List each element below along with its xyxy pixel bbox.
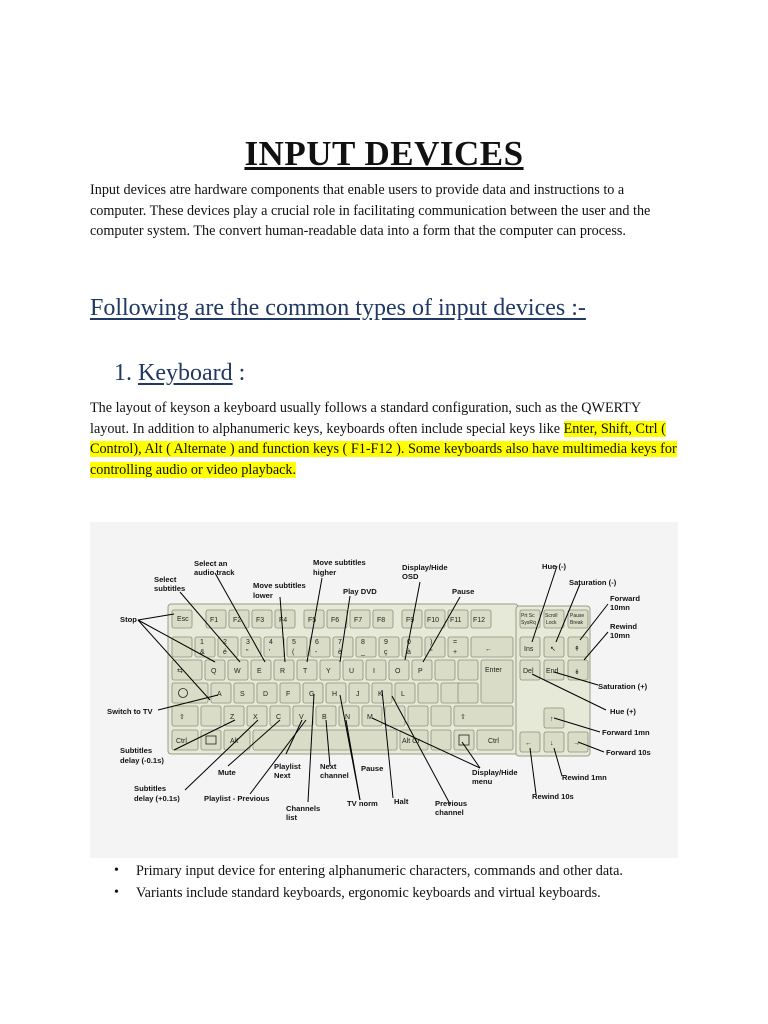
menu-key bbox=[454, 730, 474, 750]
key-3-label: 3 bbox=[246, 639, 250, 646]
scroll-label: Scroll bbox=[545, 613, 558, 619]
key-e-label: E bbox=[257, 668, 262, 675]
keyboard-paragraph bbox=[90, 398, 680, 481]
pgup-arrow: ↟ bbox=[574, 646, 580, 653]
key-g-label: G bbox=[309, 691, 315, 698]
callout-switch-tv: Switch to TV bbox=[107, 707, 153, 716]
callout-subtitles-minus-2: delay (-0.1s) bbox=[120, 756, 164, 765]
key-u-label: U bbox=[349, 668, 355, 675]
key-9-sym: ç bbox=[384, 649, 388, 656]
callout-select-subtitles-2: subtitles bbox=[154, 584, 186, 593]
arrow-down-icon: ↓ bbox=[550, 740, 554, 747]
callout-move-higher-1: Move subtitles bbox=[313, 558, 366, 567]
key-y-label: Y bbox=[326, 668, 331, 675]
bullet-item: • Primary input device for entering alphanumeric characters, commands and other data. bbox=[112, 860, 623, 882]
key-z-label: Z bbox=[230, 714, 235, 721]
key-dollar bbox=[458, 660, 478, 680]
callout-subtitles-plus-2: delay (+0.1s) bbox=[134, 794, 180, 803]
sysrq-label: SysRq bbox=[521, 620, 536, 626]
prtsc-label: Prt Sc bbox=[521, 613, 535, 619]
key-p-label: P bbox=[418, 668, 423, 675]
key-4-sym: ' bbox=[269, 649, 271, 656]
key-equals-label: = bbox=[453, 639, 458, 646]
key-a-label: A bbox=[217, 691, 222, 698]
backspace-arrow: ← bbox=[485, 646, 492, 653]
key-x-label: X bbox=[253, 714, 258, 721]
callout-pause-bottom: Pause bbox=[361, 764, 384, 773]
key-equals bbox=[448, 637, 468, 657]
callout-forward-1mn: Forward 1mn bbox=[602, 728, 650, 737]
f10-label: F10 bbox=[427, 617, 440, 624]
key-5 bbox=[287, 637, 307, 657]
key-i-label: I bbox=[373, 668, 375, 675]
key-l-label: L bbox=[401, 691, 405, 698]
key-m-label: M bbox=[367, 714, 373, 721]
key-3 bbox=[241, 637, 261, 657]
key-n-label: N bbox=[345, 714, 351, 721]
key-0-sym: à bbox=[407, 649, 411, 656]
callout-saturation-minus: Saturation (-) bbox=[569, 578, 617, 587]
callout-next-channel-2: channel bbox=[320, 771, 349, 780]
key-mu bbox=[458, 683, 478, 703]
bullet-item: • Variants include standard keyboards, ergonomic keyboards and virtual keyboards. bbox=[112, 882, 623, 904]
key-d-label: D bbox=[263, 691, 269, 698]
f5-label: F5 bbox=[308, 617, 317, 624]
alt-key-label: Alt bbox=[230, 738, 239, 745]
altgr-key-label: Alt Gr bbox=[402, 738, 420, 745]
backspace-key bbox=[471, 637, 513, 657]
key-w-label: W bbox=[234, 668, 241, 675]
shift-left-key bbox=[172, 706, 198, 726]
esc-key-label: Esc bbox=[177, 616, 189, 623]
key-1-label: 1 bbox=[200, 639, 204, 646]
callout-tv-norm: TV norm bbox=[347, 799, 378, 808]
callout-halt: Halt bbox=[394, 797, 409, 806]
key-m-fr bbox=[418, 683, 438, 703]
callout-rewind-1mn: Rewind 1mn bbox=[562, 773, 607, 782]
key-8-sym: _ bbox=[361, 649, 365, 656]
key-i bbox=[366, 660, 386, 680]
callout-forward-10mn-1: Forward bbox=[610, 594, 640, 603]
del-key-label: Del bbox=[523, 668, 534, 675]
key-semicolon bbox=[408, 706, 428, 726]
home-arrow: ↖ bbox=[550, 646, 556, 653]
f1-label: F1 bbox=[210, 617, 219, 624]
key-8-label: 8 bbox=[361, 639, 365, 646]
keyboard-bullet-list bbox=[112, 860, 623, 904]
callout-pause-top: Pause bbox=[452, 587, 475, 596]
heading-colon: : bbox=[232, 360, 246, 386]
shift-left-arrow: ⇧ bbox=[179, 714, 185, 721]
key-bracket bbox=[435, 660, 455, 680]
key-0 bbox=[402, 637, 422, 657]
callout-rewind-10s: Rewind 10s bbox=[532, 792, 574, 801]
key-3-sym: " bbox=[246, 649, 249, 656]
callout-move-higher-2: higher bbox=[313, 568, 337, 577]
ctrl-right-label: Ctrl bbox=[488, 738, 499, 745]
key-s-label: S bbox=[240, 691, 245, 698]
callout-playlist-next-1: Playlist bbox=[274, 762, 301, 771]
key-b-label: B bbox=[322, 714, 327, 721]
key-t-label: T bbox=[303, 668, 308, 675]
key-0-label: 0 bbox=[407, 639, 411, 646]
shift-right-arrow: ⇧ bbox=[460, 714, 466, 721]
callout-hue-minus: Hue (-) bbox=[542, 562, 567, 571]
arrow-up-icon: ↑ bbox=[550, 716, 554, 723]
key-2-label: 2 bbox=[223, 639, 227, 646]
callout-forward-10s: Forward 10s bbox=[606, 748, 651, 757]
arrow-left-icon: ← bbox=[525, 740, 532, 747]
key-9-label: 9 bbox=[384, 639, 388, 646]
callout-display-osd-1: Display/Hide bbox=[402, 563, 448, 572]
f2-label: F2 bbox=[233, 617, 242, 624]
callout-playlist-next-2: Next bbox=[274, 771, 291, 780]
keyboard-diagram bbox=[90, 522, 678, 858]
lock-label: Lock bbox=[546, 620, 557, 626]
key-q-label: Q bbox=[211, 668, 217, 675]
arrow-right-icon: → bbox=[573, 740, 580, 747]
key-5-label: 5 bbox=[292, 639, 296, 646]
callout-channels-list-2: list bbox=[286, 813, 297, 822]
ctrl-left-label: Ctrl bbox=[176, 738, 187, 745]
end-key-label: End bbox=[546, 668, 559, 675]
key-o-label: O bbox=[395, 668, 401, 675]
pgdn-arrow: ↡ bbox=[574, 669, 580, 676]
callout-next-channel-1: Next bbox=[320, 762, 337, 771]
key-j-label: J bbox=[356, 691, 360, 698]
callout-previous-channel-1: Previous bbox=[435, 799, 468, 808]
windows-key bbox=[201, 730, 221, 750]
callout-display-menu-1: Display/Hide bbox=[472, 768, 518, 777]
section-subheading: Following are the common types of input devices :- bbox=[90, 295, 586, 321]
callout-forward-10mn-2: 10mn bbox=[610, 603, 630, 612]
function-row bbox=[172, 610, 491, 628]
key-k-label: K bbox=[378, 691, 383, 698]
key-5-sym: ( bbox=[292, 649, 295, 656]
page-title: INPUT DEVICES bbox=[244, 134, 524, 173]
callout-stop: Stop bbox=[120, 615, 137, 624]
f6-label: F6 bbox=[331, 617, 340, 624]
paragraph-plain-text: The layout of keyson a keyboard usually follows a standard configuration, such as the QWERTY layout. In addition to alphanumeric keys, keyboards often include special keys like bbox=[90, 400, 641, 437]
f3-label: F3 bbox=[256, 617, 265, 624]
key-paren-sym: ° bbox=[430, 649, 433, 656]
callout-select-audio-1: Select an bbox=[194, 559, 228, 568]
key-1 bbox=[195, 637, 215, 657]
f7-label: F7 bbox=[354, 617, 363, 624]
f12-label: F12 bbox=[473, 617, 486, 624]
space-bar bbox=[253, 730, 397, 750]
key-4 bbox=[264, 637, 284, 657]
key-f-label: F bbox=[286, 691, 291, 698]
key-lt bbox=[201, 706, 221, 726]
callout-select-audio-2: audio track bbox=[194, 568, 235, 577]
key-8 bbox=[356, 637, 376, 657]
callout-subtitles-plus-1: Subtitles bbox=[134, 784, 167, 793]
nav-top-keys bbox=[520, 610, 588, 628]
enter-key-label: Enter bbox=[485, 667, 502, 674]
highlighted-text: Enter, Shift, Ctrl ( Control), Alt ( Alternate ) and function keys ( F1-F12 ). Some keyboards also have multimedia keys for controlling audio or video playback. bbox=[90, 420, 677, 479]
f4-label: F4 bbox=[279, 617, 288, 624]
f9-label: F9 bbox=[406, 617, 415, 624]
break-label: Break bbox=[570, 620, 584, 626]
caps-lock-key bbox=[172, 683, 208, 703]
key-2-sym: é bbox=[223, 649, 227, 656]
key-4-label: 4 bbox=[269, 639, 273, 646]
f8-label: F8 bbox=[377, 617, 386, 624]
tab-arrow: ⇆ bbox=[177, 668, 183, 675]
key-v-label: V bbox=[299, 714, 304, 721]
callout-rewind-10mn-1: Rewind bbox=[610, 622, 638, 631]
callout-move-lower-1: Move subtitles bbox=[253, 581, 306, 590]
list-number: 1. bbox=[114, 360, 132, 386]
key-colon bbox=[431, 706, 451, 726]
key-l bbox=[395, 683, 415, 703]
pause-key-label: Pause bbox=[570, 613, 585, 619]
key-6-label: 6 bbox=[315, 639, 319, 646]
callout-mute: Mute bbox=[218, 768, 236, 777]
key-7-label: 7 bbox=[338, 639, 342, 646]
callout-play-dvd: Play DVD bbox=[343, 587, 377, 596]
key-comma bbox=[385, 706, 405, 726]
key-c-label: C bbox=[276, 714, 282, 721]
keyboard-heading bbox=[114, 360, 245, 387]
key-paren-label: ) bbox=[430, 639, 433, 646]
key-7-sym: è bbox=[338, 649, 342, 656]
ins-key-label: Ins bbox=[524, 646, 534, 653]
key-9 bbox=[379, 637, 399, 657]
key-r-label: R bbox=[280, 668, 286, 675]
callout-rewind-10mn-2: 10mn bbox=[610, 631, 630, 640]
key-6 bbox=[310, 637, 330, 657]
callout-saturation-plus: Saturation (+) bbox=[598, 682, 648, 691]
callout-previous-channel-2: channel bbox=[435, 808, 464, 817]
callout-subtitles-minus-1: Subtitles bbox=[120, 746, 153, 755]
callout-hue-plus: Hue (+) bbox=[610, 707, 636, 716]
keyboard-heading-text: Keyboard bbox=[138, 360, 233, 386]
callout-select-subtitles-1: Select bbox=[154, 575, 177, 584]
intro-paragraph: Input devices atre hardware components that enable users to provide data and instructions to a computer. These devices play a crucial role in facilitating communication between the user and the computer system. The convert human-readable data into a form that the computer can process. bbox=[90, 182, 651, 240]
key-equals-sym: + bbox=[453, 649, 458, 656]
callout-move-lower-2: lower bbox=[253, 591, 273, 600]
callout-display-menu-2: menu bbox=[472, 777, 493, 786]
callout-playlist-previous: Playlist - Previous bbox=[204, 794, 270, 803]
callout-channels-list-1: Channels bbox=[286, 804, 321, 813]
key-6-sym: - bbox=[315, 649, 318, 656]
key-h-label: H bbox=[332, 691, 338, 698]
callout-display-osd-2: OSD bbox=[402, 572, 419, 581]
keyboard-svg bbox=[90, 522, 678, 858]
f11-label: F11 bbox=[450, 617, 462, 624]
key-1-sym: & bbox=[200, 649, 205, 656]
